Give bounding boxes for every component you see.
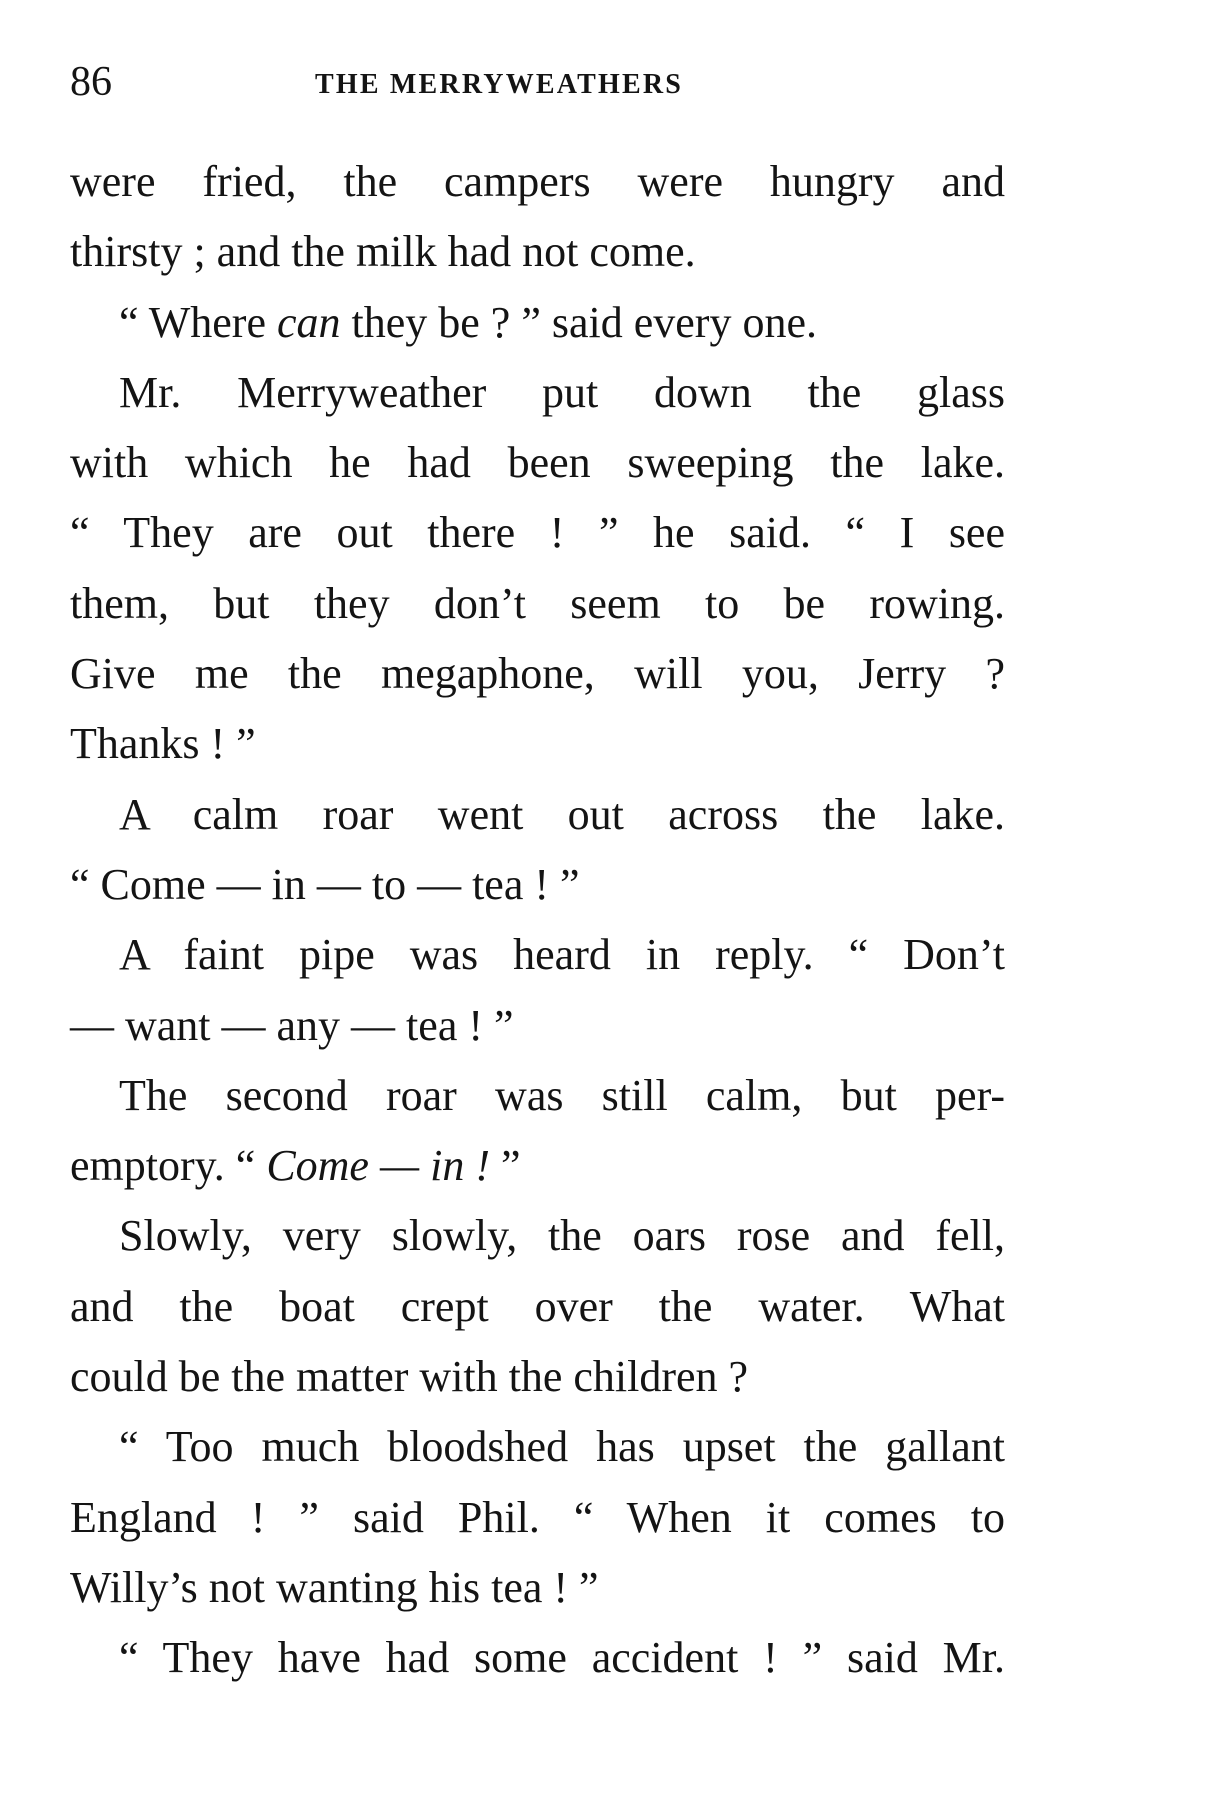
text-line: Give me the megaphone, will you, Jerry ? <box>70 649 1005 699</box>
text-line: them, but they don’t seem to be rowing. <box>70 578 1005 628</box>
text-line: Slowly, very slowly, the oars rose and fell, <box>119 1211 1005 1261</box>
text-line <box>70 1131 1005 1201</box>
text-line: — want — any — tea ! ” <box>70 1000 514 1050</box>
text-line: England ! ” said Phil. “ When it comes to <box>70 1492 1005 1542</box>
text-line: “ Come — in — to — tea ! ” <box>70 859 580 909</box>
text-line: “ They are out there ! ” he said. “ I see <box>70 508 1005 558</box>
text-line: could be the matter with the children ? <box>70 1352 749 1402</box>
text-line: and the boat crept over the water. What <box>70 1281 1005 1331</box>
italic-run: Come — in ! <box>266 1141 490 1191</box>
text-line: with which he had been sweeping the lake. <box>70 438 1005 488</box>
text-line <box>70 288 1005 358</box>
text-line: “ Too much bloodshed has upset the gallant <box>119 1422 1005 1472</box>
text-run: ” <box>489 1141 521 1191</box>
text-line: were fried, the campers were hungry and <box>70 157 1005 206</box>
text-line: Mr. Merryweather put down the glass <box>119 367 1005 417</box>
running-title: THE MERRYWEATHERS <box>315 69 684 100</box>
text-line: thirsty ; and the milk had not come. <box>70 227 696 277</box>
text-line: Willy’s not wanting his tea ! ” <box>70 1562 599 1612</box>
italic-run: can <box>276 297 341 347</box>
body-text <box>70 147 1005 1694</box>
page-number: 86 <box>70 59 112 105</box>
text-line: “ They have had some accident ! ” said Mr. <box>119 1633 1005 1683</box>
text-run: “ Where <box>119 297 277 347</box>
running-head <box>70 58 1005 118</box>
text-run: emptory. “ <box>70 1141 267 1191</box>
text-line: A faint pipe was heard in reply. “ Don’t <box>119 930 1005 980</box>
text-line: Thanks ! ” <box>70 719 256 769</box>
text-line: The second roar was still calm, but per- <box>119 1070 1005 1120</box>
text-line: A calm roar went out across the lake. <box>119 789 1005 839</box>
text-run: they be ? ” said every one. <box>340 297 817 347</box>
